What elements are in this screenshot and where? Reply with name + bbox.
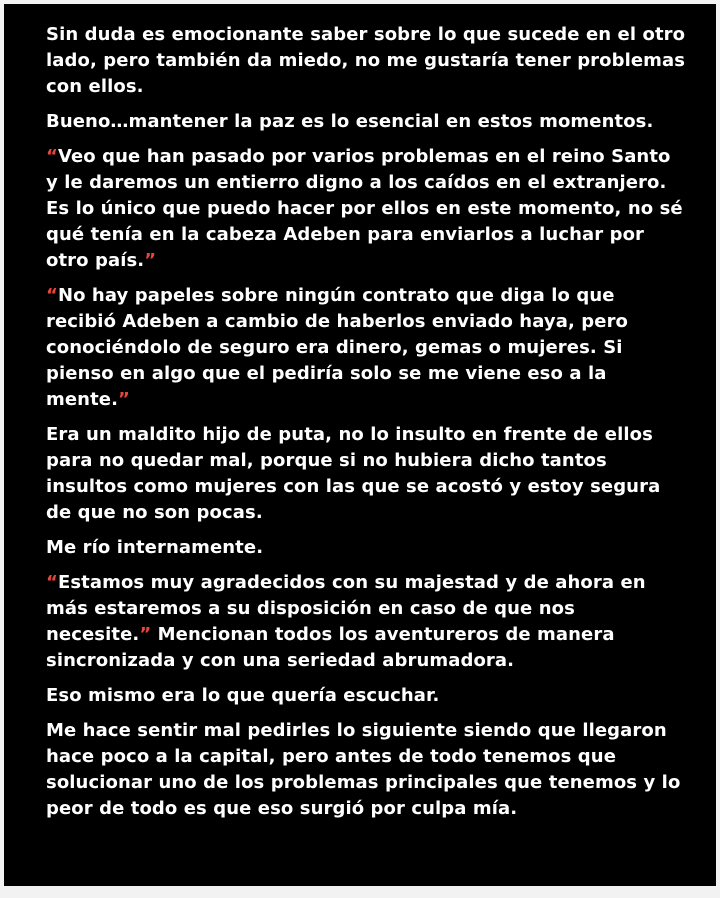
paragraph-text: Eso mismo era lo que quería escuchar. — [46, 685, 440, 706]
paragraph-text: Sin duda es emocionante saber sobre lo que sucede en el otro lado, pero también da miedo, no me gustaría tener problemas con ellos. — [46, 24, 686, 97]
close-quote-mark: ” — [144, 250, 157, 271]
text-page — [4, 4, 716, 886]
dialogue-text: Estamos muy agradecidos con su majestad y de ahora en más estaremos a su disposición en caso de que nos necesite. — [46, 572, 646, 645]
narration-text: Mencionan todos los aventureros de manera sincronizada y con una seriedad abrumadora. — [46, 624, 615, 671]
paragraph-6 — [46, 535, 686, 561]
paragraph-1 — [46, 22, 686, 100]
paragraph-4-dialogue — [46, 283, 686, 413]
paragraph-3-dialogue — [46, 144, 686, 274]
paragraph-text: Me río internamente. — [46, 537, 264, 558]
paragraph-text: Era un maldito hijo de puta, no lo insulto en frente de ellos para no quedar mal, porque si no hubiera dicho tantos insultos como mujeres con las que se acostó y estoy segura de que no son pocas. — [46, 424, 661, 523]
dialogue-text: No hay papeles sobre ningún contrato que diga lo que recibió Adeben a cambio de haberlos enviado haya, pero conociéndolo de seguro era dinero, gemas o mujeres. Si pienso en algo que el pediría solo se me viene eso a la mente. — [46, 285, 629, 410]
paragraph-9 — [46, 718, 686, 822]
paragraph-5 — [46, 422, 686, 526]
paragraph-text: Bueno…mantener la paz es lo esencial en estos momentos. — [46, 111, 654, 132]
close-quote-mark: ” — [139, 624, 152, 645]
dialogue-text: Veo que han pasado por varios problemas en el reino Santo y le daremos un entierro digno a los caídos en el extranjero. Es lo único que puedo hacer por ellos en este momento, no sé qué tenía en la cabeza Adeben para enviarlos a luchar por otro país. — [46, 146, 683, 271]
close-quote-mark: ” — [118, 389, 130, 410]
paragraph-8 — [46, 683, 686, 709]
open-quote-mark: “ — [46, 146, 58, 167]
open-quote-mark: “ — [46, 285, 58, 306]
paragraph-2 — [46, 109, 686, 135]
paragraph-text: Me hace sentir mal pedirles lo siguiente siendo que llegaron hace poco a la capital, pero antes de todo tenemos que solucionar uno de los problemas principales que tenemos y lo peor de todo es que eso surgió por culpa mía. — [46, 720, 681, 819]
paragraph-7-dialogue — [46, 570, 686, 674]
open-quote-mark: “ — [46, 572, 58, 593]
